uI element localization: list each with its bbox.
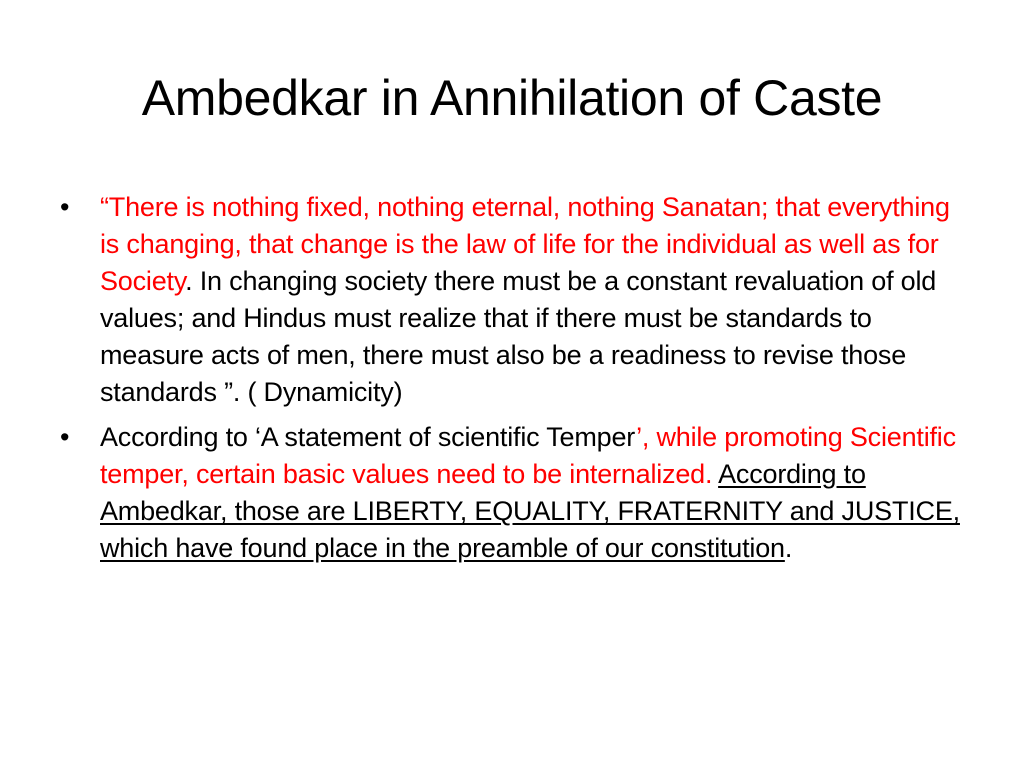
bullet-list (56, 189, 976, 575)
statement-intro-text: According to ‘A statement of scientific Temper (100, 422, 637, 452)
quote-black-text: . In changing society there must be a constant revaluation of old values; and Hindus must realize that if there must be standards to measure acts of men, there must also be a readiness to revise those standards ”. ( Dynamicity) (100, 266, 937, 407)
slide-title: Ambedkar in Annihilation of Caste (141, 70, 883, 126)
bullet-item-scientific-temper (56, 419, 976, 567)
statement-red-text: ’, while promoting Scientific temper, certain basic values need to be internalized. (100, 422, 956, 489)
bullet-icon: • (60, 422, 70, 452)
statement-underlined-text: According to Ambedkar, those are LIBERTY, EQUALITY, FRATERNITY and JUSTICE, which have found place in the preamble of our constitution (100, 459, 960, 563)
quote-red-text: “There is nothing fixed, nothing eternal, nothing Sanatan; that everything is changing, that change is the law of life for the individual as well as for Society (100, 192, 950, 296)
bullet-icon: • (60, 192, 70, 222)
bullet-item-dynamicity (56, 189, 976, 411)
statement-period: . (784, 533, 793, 563)
